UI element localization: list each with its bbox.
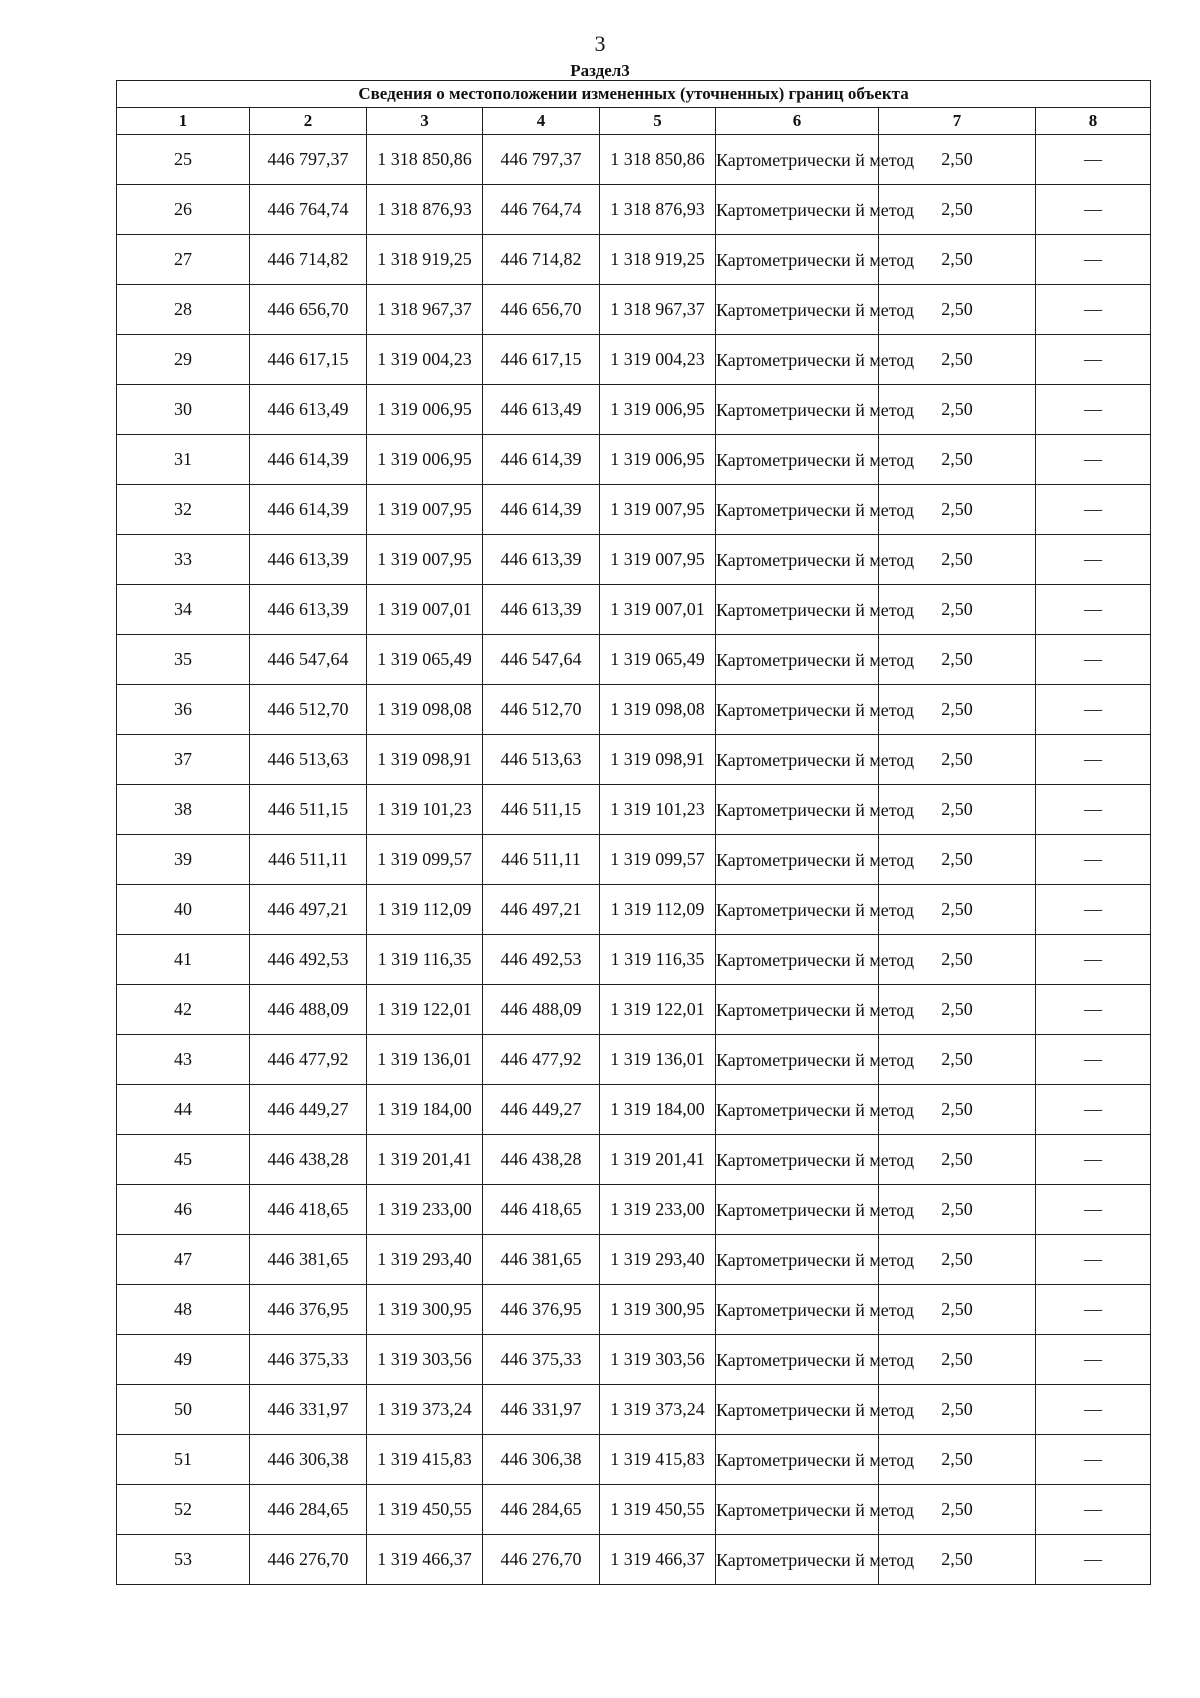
accuracy-cell: 2,50: [879, 1335, 1036, 1385]
x-new-cell: 446 764,74: [483, 185, 600, 235]
table-caption-row: [117, 81, 1151, 108]
description-cell: —: [1036, 1485, 1151, 1535]
column-number-5: 5: [600, 108, 716, 135]
x-new-cell: 446 497,21: [483, 885, 600, 935]
accuracy-cell: 2,50: [879, 485, 1036, 535]
table-row: [117, 535, 1151, 585]
accuracy-cell: 2,50: [879, 235, 1036, 285]
method-cell: Картометрически й метод: [716, 185, 879, 235]
x-existing-cell: 446 547,64: [250, 635, 367, 685]
table-body: [117, 135, 1151, 1585]
table-row: [117, 1335, 1151, 1385]
y-new-cell: 1 319 098,91: [600, 735, 716, 785]
y-existing-cell: 1 319 303,56: [367, 1335, 483, 1385]
description-cell: —: [1036, 1135, 1151, 1185]
y-new-cell: 1 319 450,55: [600, 1485, 716, 1535]
y-existing-cell: 1 319 099,57: [367, 835, 483, 885]
point-number-cell: 27: [117, 235, 250, 285]
description-cell: —: [1036, 635, 1151, 685]
x-existing-cell: 446 511,15: [250, 785, 367, 835]
y-new-cell: 1 318 850,86: [600, 135, 716, 185]
accuracy-cell: 2,50: [879, 1235, 1036, 1285]
x-existing-cell: 446 438,28: [250, 1135, 367, 1185]
y-existing-cell: 1 319 233,00: [367, 1185, 483, 1235]
x-new-cell: 446 438,28: [483, 1135, 600, 1185]
x-new-cell: 446 512,70: [483, 685, 600, 735]
point-number-cell: 25: [117, 135, 250, 185]
point-number-cell: 50: [117, 1385, 250, 1435]
x-existing-cell: 446 488,09: [250, 985, 367, 1035]
table-row: [117, 385, 1151, 435]
description-cell: —: [1036, 185, 1151, 235]
y-existing-cell: 1 319 293,40: [367, 1235, 483, 1285]
column-number-3: 3: [367, 108, 483, 135]
y-new-cell: 1 319 112,09: [600, 885, 716, 935]
x-existing-cell: 446 797,37: [250, 135, 367, 185]
method-cell: Картометрически й метод: [716, 1385, 879, 1435]
y-new-cell: 1 319 098,08: [600, 685, 716, 735]
description-cell: —: [1036, 1285, 1151, 1335]
y-existing-cell: 1 319 201,41: [367, 1135, 483, 1185]
y-new-cell: 1 318 967,37: [600, 285, 716, 335]
accuracy-cell: 2,50: [879, 985, 1036, 1035]
table-row: [117, 1535, 1151, 1585]
x-existing-cell: 446 617,15: [250, 335, 367, 385]
method-cell: Картометрически й метод: [716, 1435, 879, 1485]
y-existing-cell: 1 319 007,95: [367, 485, 483, 535]
accuracy-cell: 2,50: [879, 1385, 1036, 1435]
description-cell: —: [1036, 785, 1151, 835]
accuracy-cell: 2,50: [879, 685, 1036, 735]
accuracy-cell: 2,50: [879, 585, 1036, 635]
method-cell: Картометрически й метод: [716, 785, 879, 835]
description-cell: —: [1036, 135, 1151, 185]
point-number-cell: 42: [117, 985, 250, 1035]
y-new-cell: 1 318 919,25: [600, 235, 716, 285]
table-row: [117, 1035, 1151, 1085]
table-row: [117, 435, 1151, 485]
x-new-cell: 446 614,39: [483, 435, 600, 485]
method-cell: Картометрически й метод: [716, 385, 879, 435]
point-number-cell: 52: [117, 1485, 250, 1535]
y-new-cell: 1 319 201,41: [600, 1135, 716, 1185]
x-existing-cell: 446 375,33: [250, 1335, 367, 1385]
y-existing-cell: 1 319 300,95: [367, 1285, 483, 1335]
page-number: 3: [594, 31, 606, 56]
column-number-7: 7: [879, 108, 1036, 135]
point-number-cell: 51: [117, 1435, 250, 1485]
x-new-cell: 446 511,15: [483, 785, 600, 835]
accuracy-cell: 2,50: [879, 635, 1036, 685]
accuracy-cell: 2,50: [879, 1435, 1036, 1485]
description-cell: —: [1036, 1535, 1151, 1585]
point-number-cell: 35: [117, 635, 250, 685]
x-existing-cell: 446 497,21: [250, 885, 367, 935]
y-existing-cell: 1 319 006,95: [367, 385, 483, 435]
method-cell: Картометрически й метод: [716, 1135, 879, 1185]
method-cell: Картометрически й метод: [716, 485, 879, 535]
y-existing-cell: 1 319 136,01: [367, 1035, 483, 1085]
y-existing-cell: 1 319 098,91: [367, 735, 483, 785]
y-existing-cell: 1 319 116,35: [367, 935, 483, 985]
method-cell: Картометрически й метод: [716, 435, 879, 485]
accuracy-cell: 2,50: [879, 885, 1036, 935]
x-new-cell: 446 477,92: [483, 1035, 600, 1085]
method-cell: Картометрически й метод: [716, 1185, 879, 1235]
y-existing-cell: 1 319 006,95: [367, 435, 483, 485]
x-existing-cell: 446 306,38: [250, 1435, 367, 1485]
method-cell: Картометрически й метод: [716, 285, 879, 335]
table-row: [117, 1185, 1151, 1235]
x-existing-cell: 446 376,95: [250, 1285, 367, 1335]
point-number-cell: 49: [117, 1335, 250, 1385]
x-new-cell: 446 513,63: [483, 735, 600, 785]
point-number-cell: 37: [117, 735, 250, 785]
x-new-cell: 446 284,65: [483, 1485, 600, 1535]
y-new-cell: 1 319 007,95: [600, 535, 716, 585]
table-row: [117, 235, 1151, 285]
y-existing-cell: 1 319 373,24: [367, 1385, 483, 1435]
description-cell: —: [1036, 1385, 1151, 1435]
y-existing-cell: 1 319 004,23: [367, 335, 483, 385]
method-cell: Картометрически й метод: [716, 235, 879, 285]
method-cell: Картометрически й метод: [716, 985, 879, 1035]
table-row: [117, 485, 1151, 535]
x-new-cell: 446 488,09: [483, 985, 600, 1035]
description-cell: —: [1036, 835, 1151, 885]
accuracy-cell: 2,50: [879, 1285, 1036, 1335]
description-cell: —: [1036, 1035, 1151, 1085]
y-new-cell: 1 319 466,37: [600, 1535, 716, 1585]
description-cell: —: [1036, 1335, 1151, 1385]
point-number-cell: 48: [117, 1285, 250, 1335]
accuracy-cell: 2,50: [879, 1185, 1036, 1235]
point-number-cell: 29: [117, 335, 250, 385]
description-cell: —: [1036, 335, 1151, 385]
point-number-cell: 45: [117, 1135, 250, 1185]
x-existing-cell: 446 511,11: [250, 835, 367, 885]
table-row: [117, 885, 1151, 935]
description-cell: —: [1036, 485, 1151, 535]
description-cell: —: [1036, 735, 1151, 785]
point-number-cell: 34: [117, 585, 250, 635]
column-number-row: [117, 108, 1151, 135]
x-existing-cell: 446 613,39: [250, 535, 367, 585]
point-number-cell: 26: [117, 185, 250, 235]
x-new-cell: 446 331,97: [483, 1385, 600, 1435]
table-row: [117, 1385, 1151, 1435]
table-row: [117, 1485, 1151, 1535]
y-existing-cell: 1 318 919,25: [367, 235, 483, 285]
accuracy-cell: 2,50: [879, 135, 1036, 185]
x-existing-cell: 446 613,49: [250, 385, 367, 435]
method-cell: Картометрически й метод: [716, 135, 879, 185]
y-new-cell: 1 319 099,57: [600, 835, 716, 885]
accuracy-cell: 2,50: [879, 1085, 1036, 1135]
table-caption: Сведения о местоположении измененных (уточненных) границ объекта: [117, 81, 1151, 108]
section-title: Раздел3: [570, 61, 630, 80]
method-cell: Картометрически й метод: [716, 835, 879, 885]
x-existing-cell: 446 477,92: [250, 1035, 367, 1085]
y-new-cell: 1 319 006,95: [600, 435, 716, 485]
point-number-cell: 53: [117, 1535, 250, 1585]
point-number-cell: 44: [117, 1085, 250, 1135]
point-number-cell: 30: [117, 385, 250, 435]
accuracy-cell: 2,50: [879, 1485, 1036, 1535]
description-cell: —: [1036, 435, 1151, 485]
column-number-6: 6: [716, 108, 879, 135]
x-new-cell: 446 449,27: [483, 1085, 600, 1135]
description-cell: —: [1036, 1435, 1151, 1485]
accuracy-cell: 2,50: [879, 835, 1036, 885]
y-new-cell: 1 319 184,00: [600, 1085, 716, 1135]
method-cell: Картометрически й метод: [716, 935, 879, 985]
x-existing-cell: 446 613,39: [250, 585, 367, 635]
table-row: [117, 935, 1151, 985]
table-row: [117, 1435, 1151, 1485]
y-new-cell: 1 319 415,83: [600, 1435, 716, 1485]
accuracy-cell: 2,50: [879, 935, 1036, 985]
x-existing-cell: 446 492,53: [250, 935, 367, 985]
x-existing-cell: 446 276,70: [250, 1535, 367, 1585]
method-cell: Картометрически й метод: [716, 1035, 879, 1085]
accuracy-cell: 2,50: [879, 1135, 1036, 1185]
x-new-cell: 446 418,65: [483, 1185, 600, 1235]
table-row: [117, 185, 1151, 235]
column-number-2: 2: [250, 108, 367, 135]
accuracy-cell: 2,50: [879, 1035, 1036, 1085]
x-new-cell: 446 714,82: [483, 235, 600, 285]
y-new-cell: 1 319 122,01: [600, 985, 716, 1035]
x-new-cell: 446 656,70: [483, 285, 600, 335]
x-existing-cell: 446 418,65: [250, 1185, 367, 1235]
point-number-cell: 36: [117, 685, 250, 735]
y-existing-cell: 1 319 415,83: [367, 1435, 483, 1485]
x-new-cell: 446 276,70: [483, 1535, 600, 1585]
accuracy-cell: 2,50: [879, 285, 1036, 335]
y-new-cell: 1 319 233,00: [600, 1185, 716, 1235]
x-new-cell: 446 511,11: [483, 835, 600, 885]
description-cell: —: [1036, 1185, 1151, 1235]
x-existing-cell: 446 513,63: [250, 735, 367, 785]
column-number-1: 1: [117, 108, 250, 135]
point-number-cell: 38: [117, 785, 250, 835]
y-existing-cell: 1 318 967,37: [367, 285, 483, 335]
y-existing-cell: 1 319 007,95: [367, 535, 483, 585]
accuracy-cell: 2,50: [879, 335, 1036, 385]
x-existing-cell: 446 614,39: [250, 435, 367, 485]
table-row: [117, 635, 1151, 685]
method-cell: Картометрически й метод: [716, 1285, 879, 1335]
y-existing-cell: 1 319 098,08: [367, 685, 483, 735]
x-new-cell: 446 613,39: [483, 585, 600, 635]
y-existing-cell: 1 319 450,55: [367, 1485, 483, 1535]
accuracy-cell: 2,50: [879, 435, 1036, 485]
description-cell: —: [1036, 985, 1151, 1035]
description-cell: —: [1036, 285, 1151, 335]
accuracy-cell: 2,50: [879, 385, 1036, 435]
method-cell: Картометрически й метод: [716, 1085, 879, 1135]
method-cell: Картометрически й метод: [716, 1485, 879, 1535]
x-new-cell: 446 547,64: [483, 635, 600, 685]
table-row: [117, 985, 1151, 1035]
point-number-cell: 33: [117, 535, 250, 585]
description-cell: —: [1036, 385, 1151, 435]
x-existing-cell: 446 764,74: [250, 185, 367, 235]
x-existing-cell: 446 656,70: [250, 285, 367, 335]
accuracy-cell: 2,50: [879, 535, 1036, 585]
x-new-cell: 446 614,39: [483, 485, 600, 535]
accuracy-cell: 2,50: [879, 185, 1036, 235]
y-existing-cell: 1 319 007,01: [367, 585, 483, 635]
table-row: [117, 335, 1151, 385]
y-new-cell: 1 319 116,35: [600, 935, 716, 985]
point-number-cell: 47: [117, 1235, 250, 1285]
y-new-cell: 1 319 303,56: [600, 1335, 716, 1385]
y-new-cell: 1 319 006,95: [600, 385, 716, 435]
accuracy-cell: 2,50: [879, 785, 1036, 835]
x-new-cell: 446 613,49: [483, 385, 600, 435]
point-number-cell: 39: [117, 835, 250, 885]
table-row: [117, 1235, 1151, 1285]
y-existing-cell: 1 318 876,93: [367, 185, 483, 235]
y-new-cell: 1 318 876,93: [600, 185, 716, 235]
table-row: [117, 585, 1151, 635]
method-cell: Картометрически й метод: [716, 1335, 879, 1385]
y-new-cell: 1 319 004,23: [600, 335, 716, 385]
x-existing-cell: 446 614,39: [250, 485, 367, 535]
method-cell: Картометрически й метод: [716, 1535, 879, 1585]
table-row: [117, 1135, 1151, 1185]
point-number-cell: 40: [117, 885, 250, 935]
method-cell: Картометрически й метод: [716, 885, 879, 935]
x-existing-cell: 446 714,82: [250, 235, 367, 285]
description-cell: —: [1036, 585, 1151, 635]
y-existing-cell: 1 319 065,49: [367, 635, 483, 685]
description-cell: —: [1036, 535, 1151, 585]
y-existing-cell: 1 319 184,00: [367, 1085, 483, 1135]
x-existing-cell: 446 512,70: [250, 685, 367, 735]
column-number-4: 4: [483, 108, 600, 135]
method-cell: Картометрически й метод: [716, 735, 879, 785]
point-number-cell: 32: [117, 485, 250, 535]
table-row: [117, 835, 1151, 885]
point-number-cell: 28: [117, 285, 250, 335]
y-new-cell: 1 319 065,49: [600, 635, 716, 685]
method-cell: Картометрически й метод: [716, 635, 879, 685]
y-new-cell: 1 319 373,24: [600, 1385, 716, 1435]
description-cell: —: [1036, 1085, 1151, 1135]
y-existing-cell: 1 319 466,37: [367, 1535, 483, 1585]
method-cell: Картометрически й метод: [716, 1235, 879, 1285]
y-new-cell: 1 319 293,40: [600, 1235, 716, 1285]
x-new-cell: 446 381,65: [483, 1235, 600, 1285]
table-row: [117, 785, 1151, 835]
description-cell: —: [1036, 685, 1151, 735]
x-new-cell: 446 376,95: [483, 1285, 600, 1335]
y-existing-cell: 1 319 122,01: [367, 985, 483, 1035]
y-new-cell: 1 319 300,95: [600, 1285, 716, 1335]
x-new-cell: 446 492,53: [483, 935, 600, 985]
accuracy-cell: 2,50: [879, 735, 1036, 785]
x-existing-cell: 446 449,27: [250, 1085, 367, 1135]
y-existing-cell: 1 318 850,86: [367, 135, 483, 185]
x-existing-cell: 446 381,65: [250, 1235, 367, 1285]
method-cell: Картометрически й метод: [716, 335, 879, 385]
accuracy-cell: 2,50: [879, 1535, 1036, 1585]
method-cell: Картометрически й метод: [716, 535, 879, 585]
x-new-cell: 446 375,33: [483, 1335, 600, 1385]
x-existing-cell: 446 331,97: [250, 1385, 367, 1435]
point-number-cell: 46: [117, 1185, 250, 1235]
table-row: [117, 285, 1151, 335]
table-row: [117, 135, 1151, 185]
y-existing-cell: 1 319 101,23: [367, 785, 483, 835]
point-number-cell: 43: [117, 1035, 250, 1085]
description-cell: —: [1036, 1235, 1151, 1285]
table-row: [117, 685, 1151, 735]
table-row: [117, 1085, 1151, 1135]
y-existing-cell: 1 319 112,09: [367, 885, 483, 935]
coordinates-table: [116, 80, 1151, 1585]
description-cell: —: [1036, 235, 1151, 285]
x-existing-cell: 446 284,65: [250, 1485, 367, 1535]
x-new-cell: 446 797,37: [483, 135, 600, 185]
method-cell: Картометрически й метод: [716, 585, 879, 635]
point-number-cell: 41: [117, 935, 250, 985]
table-row: [117, 1285, 1151, 1335]
x-new-cell: 446 617,15: [483, 335, 600, 385]
method-cell: Картометрически й метод: [716, 685, 879, 735]
point-number-cell: 31: [117, 435, 250, 485]
y-new-cell: 1 319 101,23: [600, 785, 716, 835]
y-new-cell: 1 319 136,01: [600, 1035, 716, 1085]
description-cell: —: [1036, 885, 1151, 935]
x-new-cell: 446 613,39: [483, 535, 600, 585]
y-new-cell: 1 319 007,01: [600, 585, 716, 635]
y-new-cell: 1 319 007,95: [600, 485, 716, 535]
table-row: [117, 735, 1151, 785]
x-new-cell: 446 306,38: [483, 1435, 600, 1485]
description-cell: —: [1036, 935, 1151, 985]
column-number-8: 8: [1036, 108, 1151, 135]
